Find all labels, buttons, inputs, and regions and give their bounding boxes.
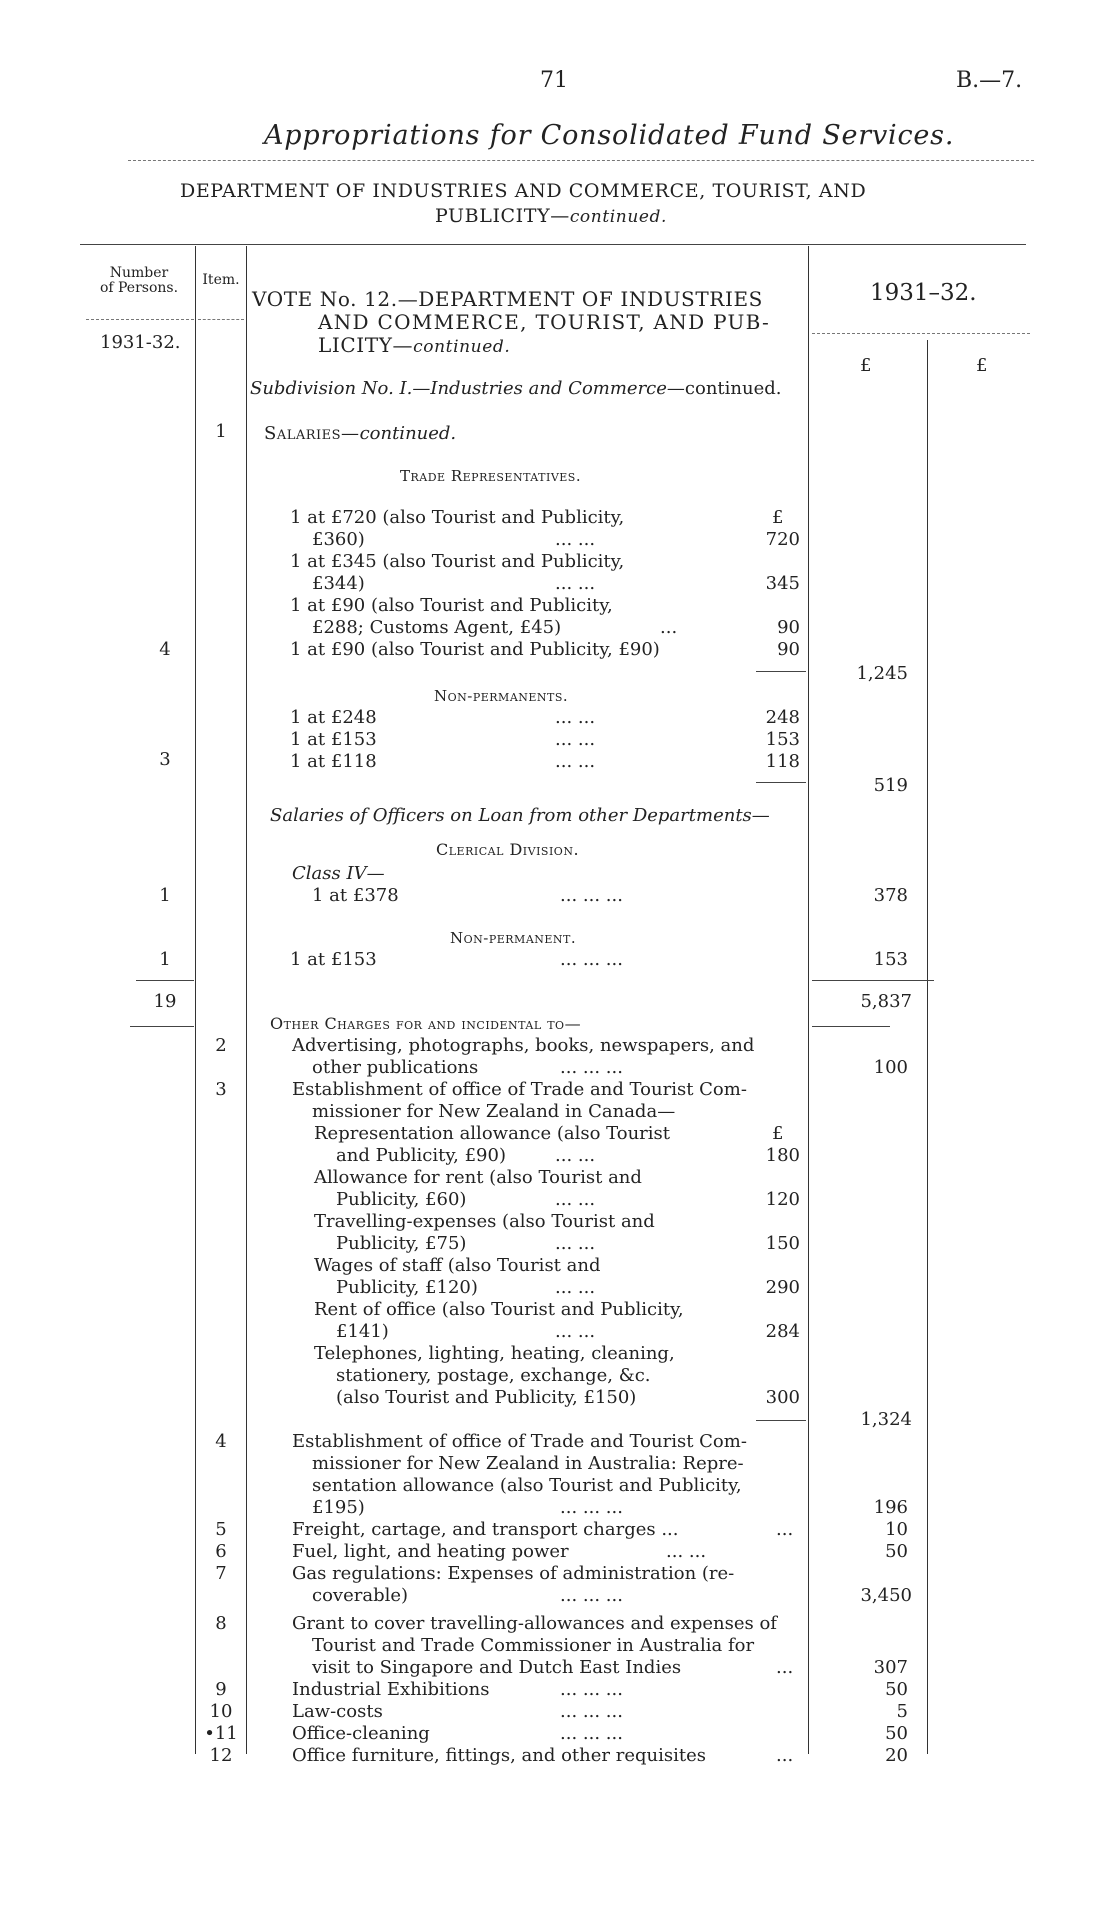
non-permanent-heading: Non-permanent. (450, 929, 577, 947)
trade-row-2-amount: 345 (765, 573, 800, 594)
trade-row-2-l2: £344) (312, 573, 365, 594)
canada-row-5-l1: Rent of office (also Tourist and Publicity, (314, 1299, 684, 1320)
freight-label: Freight, cartage, and transport charges ... (292, 1519, 679, 1540)
grant-dots: ... (776, 1657, 794, 1678)
vote-year: 1931–32. (870, 280, 977, 306)
pound-column-1: £ (860, 355, 872, 376)
trade-row-2-l1: 1 at £345 (also Tourist and Publicity, (290, 551, 625, 572)
nonperm-row-1-amount: 248 (765, 707, 800, 728)
cleaning-label: Office-cleaning (292, 1723, 430, 1744)
grant-l1: Grant to cover travelling-allowances and expenses of (292, 1613, 777, 1634)
canada-row-1-dots: ... ... (555, 1145, 596, 1166)
item-number: 3 (215, 1079, 227, 1100)
item-number: 8 (215, 1613, 227, 1634)
furniture-label: Office furniture, fittings, and other requisites (292, 1745, 706, 1766)
canada-row-4-l1: Wages of staff (also Tourist and (314, 1255, 601, 1276)
exhibitions-label: Industrial Exhibitions (292, 1679, 490, 1700)
salaries-total: 5,837 (860, 991, 912, 1012)
trade-row-1-dots: ... ... (555, 529, 596, 550)
grant-l2: Tourist and Trade Commissioner in Australia for (312, 1635, 755, 1656)
trade-row-1-l1: 1 at £720 (also Tourist and Publicity, (290, 507, 625, 528)
item-number: 7 (215, 1563, 227, 1584)
advertising-amount: 100 (873, 1057, 908, 1078)
nonperm-row-1-label: 1 at £248 (290, 707, 377, 728)
nonperm-row-3-dots: ... ... (555, 751, 596, 772)
canada-l2: missioner for New Zealand in Canada— (312, 1101, 676, 1122)
nonperm-single-amount: 153 (873, 949, 908, 970)
canada-row-5-dots: ... ... (555, 1321, 596, 1342)
canada-row-4-dots: ... ... (555, 1277, 596, 1298)
canada-total: 1,324 (860, 1409, 912, 1430)
canada-row-2-l1: Allowance for rent (also Tourist and (314, 1167, 642, 1188)
law-amount: 5 (896, 1701, 908, 1722)
law-label: Law-costs (292, 1701, 383, 1722)
trade-row-3-l2: £288; Customs Agent, £45) (312, 617, 562, 638)
item-number: 10 (209, 1701, 233, 1722)
gas-amount: 3,450 (860, 1585, 912, 1606)
item-column-header: Item. (202, 272, 240, 288)
department-heading-line2: PUBLICITY—continued. (435, 205, 668, 227)
australia-l3: sentation allowance (also Tourist and Publicity, (312, 1475, 742, 1496)
pound-column-2: £ (976, 355, 988, 376)
trade-representatives-heading: Trade Representatives. (400, 467, 582, 485)
nonperm-row-2-dots: ... ... (555, 729, 596, 750)
clerical-amount: 378 (873, 885, 908, 906)
trade-total: 1,245 (856, 663, 908, 684)
canada-row-3-l2: Publicity, £75) (336, 1233, 467, 1254)
trade-row-1-amount: 720 (765, 529, 800, 550)
canada-row-6-l3: (also Tourist and Publicity, £150) (336, 1387, 637, 1408)
vote-heading: VOTE No. 12.—DEPARTMENT OF INDUSTRIES AND COMMERCE, TOURIST, AND PUB- LICITY—continued. (252, 287, 771, 357)
canada-row-1-l2: and Publicity, £90) (336, 1145, 506, 1166)
advertising-l1: Advertising, photographs, books, newspapers, and (292, 1035, 755, 1056)
clerical-row-dots: ... ... ... (560, 885, 623, 906)
total-persons: 19 (153, 991, 177, 1012)
page-number: 71 (540, 68, 568, 93)
cleaning-amount: 50 (885, 1723, 908, 1744)
canada-row-4-amount: 290 (765, 1277, 800, 1298)
fuel-label: Fuel, light, and heating power (292, 1541, 569, 1562)
canada-row-1-amount: 180 (765, 1145, 800, 1166)
page-title: Appropriations for Consolidated Fund Services. (264, 120, 955, 151)
advertising-l2: other publications (312, 1057, 479, 1078)
canada-pound-symbol: £ (772, 1123, 784, 1144)
nonperm-single-label: 1 at £153 (290, 949, 377, 970)
cleaning-dots: ... ... ... (560, 1723, 623, 1744)
class-iv-label: Class IV— (292, 863, 385, 884)
trade-row-3-dots: ... (660, 617, 678, 638)
gas-dots: ... ... ... (560, 1585, 623, 1606)
persons-year: 1931-32. (100, 332, 181, 353)
other-charges-heading: Other Charges for and incidental to— (270, 1014, 582, 1033)
furniture-amount: 20 (885, 1745, 908, 1766)
nonperm-row-3-amount: 118 (765, 751, 800, 772)
gas-l2: coverable) (312, 1585, 409, 1606)
item-number: 4 (215, 1431, 227, 1452)
canada-row-3-amount: 150 (765, 1233, 800, 1254)
australia-amount: 196 (873, 1497, 908, 1518)
australia-l4: £195) (312, 1497, 365, 1518)
nonperm-row-2-label: 1 at £153 (290, 729, 377, 750)
canada-row-2-amount: 120 (765, 1189, 800, 1210)
nonperm-persons: 3 (159, 749, 171, 770)
exhibitions-amount: 50 (885, 1679, 908, 1700)
grant-l3: visit to Singapore and Dutch East Indies (312, 1657, 682, 1678)
loan-officers-heading: Salaries of Officers on Loan from other Departments— (270, 805, 770, 826)
australia-dots: ... ... ... (560, 1497, 623, 1518)
gas-l1: Gas regulations: Expenses of administration (re- (292, 1563, 735, 1584)
document-code: B.—7. (956, 68, 1023, 93)
nonperm-single-dots: ... ... ... (560, 949, 623, 970)
nonperm-row-1-dots: ... ... (555, 707, 596, 728)
trade-row-4-amount: 90 (777, 639, 800, 660)
exhibitions-dots: ... ... ... (560, 1679, 623, 1700)
clerical-row-label: 1 at £378 (312, 885, 399, 906)
canada-row-6-amount: 300 (765, 1387, 800, 1408)
nonperm-row-2-amount: 153 (765, 729, 800, 750)
canada-row-2-dots: ... ... (555, 1189, 596, 1210)
fuel-amount: 50 (885, 1541, 908, 1562)
item-number: •11 (204, 1723, 238, 1744)
persons-column-header: Number of Persons. (99, 265, 179, 296)
freight-dots: ... (776, 1519, 794, 1540)
trade-row-2-dots: ... ... (555, 573, 596, 594)
item-number: 12 (209, 1745, 233, 1766)
item-number: 5 (215, 1519, 227, 1540)
canada-row-3-dots: ... ... (555, 1233, 596, 1254)
fuel-dots: ... ... (666, 1541, 707, 1562)
non-permanents-heading: Non-permanents. (434, 687, 569, 705)
trade-pound-symbol: £ (772, 507, 784, 528)
canada-l1: Establishment of office of Trade and Tourist Com- (292, 1079, 747, 1100)
nonperm-row-3-label: 1 at £118 (290, 751, 377, 772)
item-number: 6 (215, 1541, 227, 1562)
department-heading-line1: DEPARTMENT OF INDUSTRIES AND COMMERCE, TOURIST, AND (180, 180, 867, 202)
grant-amount: 307 (873, 1657, 908, 1678)
item-number: 1 (215, 421, 227, 442)
advertising-dots: ... ... ... (560, 1057, 623, 1078)
freight-amount: 10 (885, 1519, 908, 1540)
canada-row-1-l1: Representation allowance (also Tourist (314, 1123, 671, 1144)
clerical-persons: 1 (159, 885, 171, 906)
item-number: 2 (215, 1035, 227, 1056)
canada-row-6-l2: stationery, postage, exchange, &c. (336, 1365, 651, 1386)
nonperm-total: 519 (873, 775, 908, 796)
canada-row-6-l1: Telephones, lighting, heating, cleaning, (314, 1343, 675, 1364)
trade-row-1-l2: £360) (312, 529, 365, 550)
canada-row-5-l2: £141) (336, 1321, 389, 1342)
trade-persons: 4 (159, 639, 171, 660)
subdivision-heading: Subdivision No. I.—Industries and Commerce—continued. (250, 378, 782, 399)
australia-l1: Establishment of office of Trade and Tourist Com- (292, 1431, 747, 1452)
australia-l2: missioner for New Zealand in Australia: Repre- (312, 1453, 744, 1474)
canada-row-4-l2: Publicity, £120) (336, 1277, 478, 1298)
trade-row-4-l1: 1 at £90 (also Tourist and Publicity, £90) (290, 639, 660, 660)
canada-row-2-l2: Publicity, £60) (336, 1189, 467, 1210)
item-number: 9 (215, 1679, 227, 1700)
canada-row-3-l1: Travelling-expenses (also Tourist and (314, 1211, 655, 1232)
clerical-division-heading: Clerical Division. (436, 840, 580, 859)
canada-row-5-amount: 284 (765, 1321, 800, 1342)
salaries-heading: Salaries—continued. (264, 423, 457, 444)
furniture-dots: ... (776, 1745, 794, 1766)
trade-row-3-l1: 1 at £90 (also Tourist and Publicity, (290, 595, 613, 616)
trade-row-3-amount: 90 (777, 617, 800, 638)
nonperm-single-persons: 1 (159, 949, 171, 970)
law-dots: ... ... ... (560, 1701, 623, 1722)
